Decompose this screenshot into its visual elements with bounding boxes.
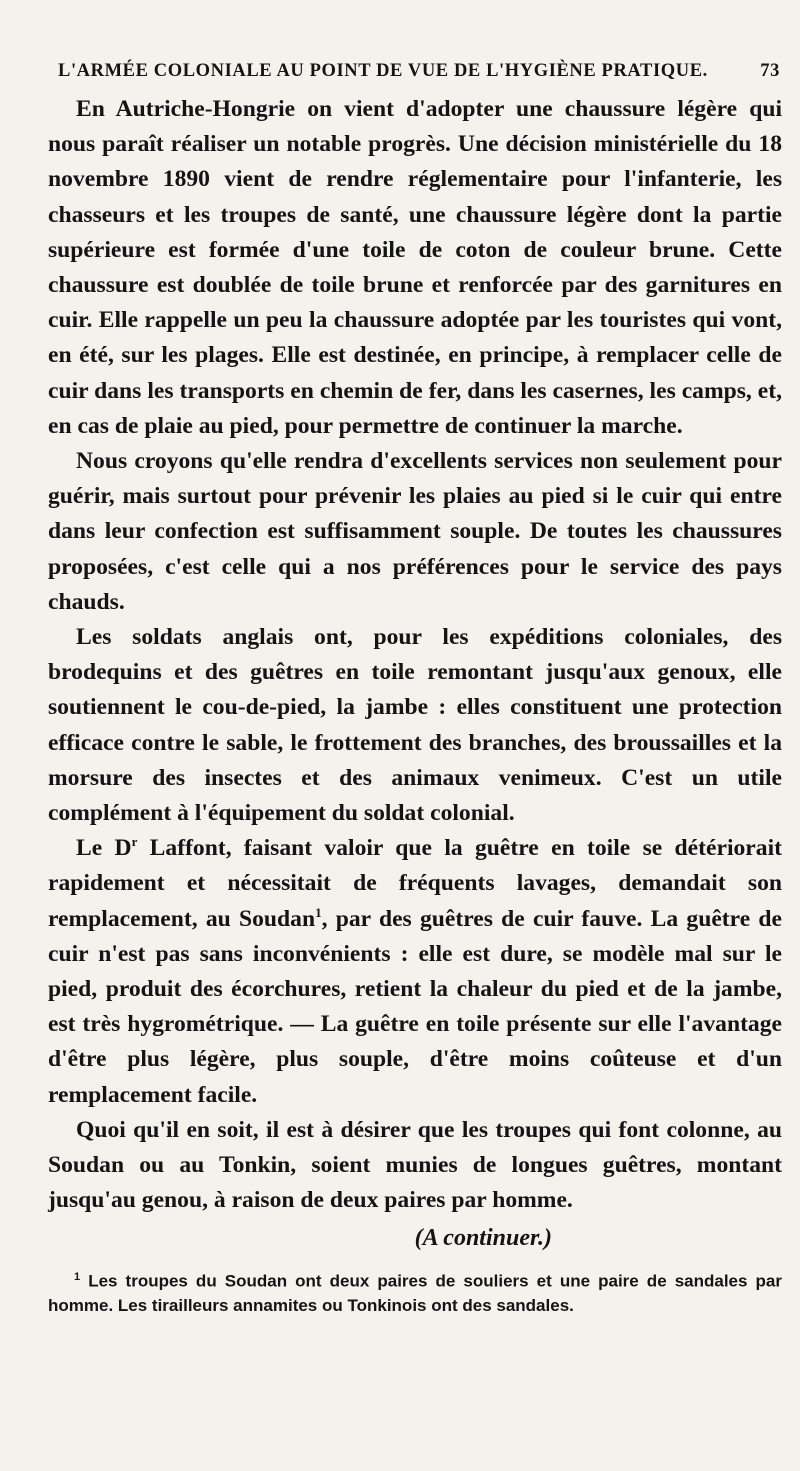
paragraph: Les soldats anglais ont, pour les expéditions coloniales, des brodequins et des guêtres en toile remontant jusqu'aux genoux, elle soutiennent le cou-de-pied, la jambe : elles constituent une protection efficace contre le sable, le frottement des branches, des broussailles et la morsure des insectes et des animaux venimeux. C'est un utile complément à l'équipement du soldat colonial. bbox=[48, 624, 782, 827]
footnote-text: Les troupes du Soudan ont deux paires de souliers et une paire de sandales par homme. Les tirailleurs annamites ou Tonkinois ont des sandales. bbox=[48, 1271, 782, 1316]
paragraph bbox=[48, 831, 782, 1113]
paragraph-start: Le D bbox=[76, 835, 132, 862]
page-number: 73 bbox=[760, 61, 780, 81]
paragraph: Quoi qu'il en soit, il est à désirer que les troupes qui font colonne, au Soudan ou au Tonkin, soient munies de longues guêtres, montant jusqu'au genou, à raison de deux paires par homme. bbox=[48, 1116, 782, 1214]
paragraph: En Autriche-Hongrie on vient d'adopter une chaussure légère qui nous paraît réaliser un notable progrès. Une décision ministérielle du 18 novembre 1890 vient de rendre réglementaire pour l'infanterie, les chasseurs et les troupes de santé, une chaussure légère dont la partie supérieure est formée d'une toile de coton de couleur brune. Cette chaussure est doublée de toile brune et renforcée par des garnitures en cuir. Elle rappelle un peu la chaussure adoptée par les touristes qui vont, en été, sur les plages. Elle est destinée, en principe, à remplacer celle de cuir dans les transports en chemin de fer, dans les casernes, les camps, et, en cas de plaie au pied, pour permettre de continuer la marche. bbox=[48, 96, 782, 439]
paragraph-end: , par des guêtres de cuir fauve. La guêtre de cuir n'est pas sans inconvénients : elle est dure, se modèle mal sur le pied, produit des écorchures, retient la chaleur du pied et de la jambe, est très hygrométrique. — La guêtre en toile présente sur elle l'avantage d'être plus légère, plus souple, d'être moins coûteuse et d'un remplacement facile. bbox=[48, 905, 783, 1108]
footnote-reference[interactable]: 1 bbox=[315, 904, 322, 920]
paragraph-middle: Laffont, faisant valoir que la guêtre en toile se détériorait rapidement et nécessitait de fréquents lavages, demandait son remplacement, au Soudan bbox=[48, 835, 782, 932]
body-text bbox=[48, 92, 782, 1219]
footnote-mark: 1 bbox=[74, 1270, 81, 1283]
running-head bbox=[48, 58, 782, 84]
running-title: L'ARMÉE COLONIALE AU POINT DE VUE DE L'HYGIÈNE PRATIQUE. bbox=[58, 61, 708, 81]
footnote bbox=[48, 1265, 782, 1319]
paragraph: Nous croyons qu'elle rendra d'excellents services non seulement pour guérir, mais surtout pour prévenir les plaies au pied si le cuir qui entre dans leur confection est suffisamment souple. De toutes les chaussures proposées, c'est celle qui a nos préférences pour le service des pays chauds. bbox=[48, 448, 782, 615]
superscript: r bbox=[131, 834, 138, 850]
continued-note: (A continuer.) bbox=[414, 1224, 552, 1251]
page bbox=[48, 58, 782, 1318]
